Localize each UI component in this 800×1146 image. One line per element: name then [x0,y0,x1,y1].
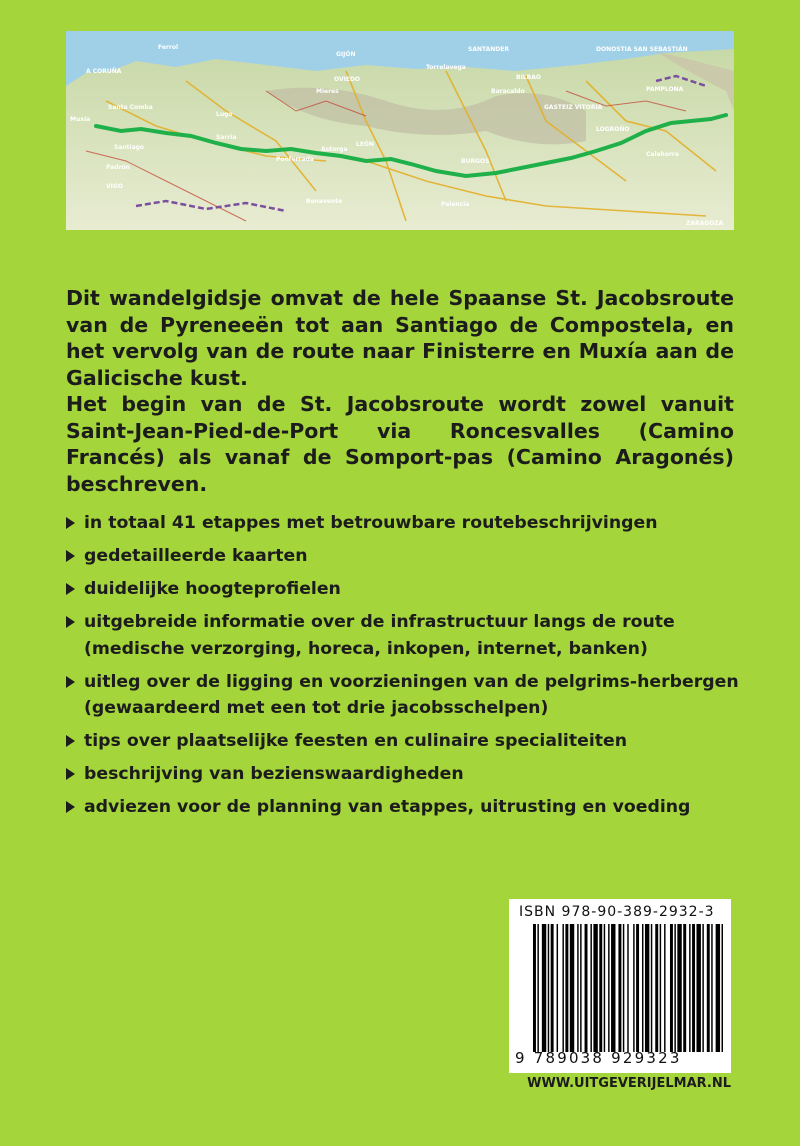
map-label: Santiago [114,144,145,151]
list-item-text: gedetailleerde kaarten [84,546,308,566]
map-label: OVIEDO [334,76,360,83]
triangle-bullet-icon [66,517,75,529]
list-item-text: adviezen voor de planning van etappes, uitrusting en voeding [84,797,691,817]
map-label: BURGOS [461,158,490,165]
map-label: Ponferrada [276,156,314,163]
list-item-text: beschrijving van bezienswaardigheden [84,764,464,784]
map-label: SANTANDER [468,46,509,53]
triangle-bullet-icon [66,676,75,688]
list-item [66,510,746,537]
map-label: Calahorra [646,151,679,158]
list-item [66,543,746,570]
map-label: Sarria [216,134,237,141]
map-label: LOGROÑO [596,126,630,133]
triangle-bullet-icon [66,768,75,780]
map-label: PAMPLONA [646,86,684,93]
triangle-bullet-icon [66,616,75,628]
feature-list [66,510,746,827]
map-label: GIJÓN [336,51,356,58]
list-item [66,728,746,755]
map-label: VIGO [106,183,123,190]
publisher-website[interactable]: WWW.UITGEVERIJELMAR.NL [527,1076,731,1091]
list-item [66,576,746,603]
map-label: Benavente [306,198,343,205]
list-item-text: uitgebreide informatie over de infrastructuur langs de route (medische verzorging, horeca, inkopen, internet, banken) [84,612,675,659]
map-label: Astorga [321,146,348,153]
triangle-bullet-icon [66,801,75,813]
map-label: Padrón [106,164,130,171]
map-label: Lugo [216,111,233,118]
list-item [66,669,746,722]
map-label: Ferrol [158,44,179,51]
list-item [66,609,746,662]
list-item-text: uitleg over de ligging en voorzieningen van de pelgrims-herbergen (gewaardeerd met een tot drie jacobsschelpen) [84,671,739,718]
map-label: Baracaldo [491,88,525,95]
list-item [66,794,746,821]
map-label: GASTEIZ VITORIA [544,104,603,111]
map-label: Mieres [316,88,339,95]
list-item-text: in totaal 41 etappes met betrouwbare routebeschrijvingen [84,513,658,533]
isbn-barcode-box [509,899,731,1073]
map-label: Santa Comba [108,104,153,111]
map-label: BILBAO [516,74,541,81]
intro-paragraph: Het begin van de St. Jacobsroute wordt zowel vanuit Saint-Jean-Pied-de-Port via Roncesvalles (Camino Francés) als vanaf de Somport-pas (Camino Aragonés) beschreven. [66,392,734,496]
list-item-text: duidelijke hoogteprofielen [84,579,341,599]
triangle-bullet-icon [66,583,75,595]
intro-text [66,285,734,497]
map-label: A CORUÑA [86,68,122,75]
intro-paragraph: Dit wandelgidsje omvat de hele Spaanse St. Jacobsroute van de Pyreneeën tot aan Santiago de Compostela, en het vervolg van de route naar Finisterre en Muxía aan de Galicische kust. [66,286,734,390]
map-label: Muxía [70,116,91,123]
route-map [66,31,734,230]
map-label: ZARAGOZA [686,220,724,227]
triangle-bullet-icon [66,735,75,747]
map-label: Torrelavega [426,64,466,71]
map-label: Palencia [441,201,470,208]
isbn-label: ISBN 978-90-389-2932-3 [519,904,715,920]
triangle-bullet-icon [66,550,75,562]
list-item [66,761,746,788]
map-label: LEÓN [356,141,375,148]
map-label: DONOSTIA SAN SEBASTIÁN [596,46,688,53]
list-item-text: tips over plaatselijke feesten en culinaire specialiteiten [84,731,628,751]
barcode-number: 9 789038 929323 [515,1049,682,1067]
barcode [533,924,723,1052]
